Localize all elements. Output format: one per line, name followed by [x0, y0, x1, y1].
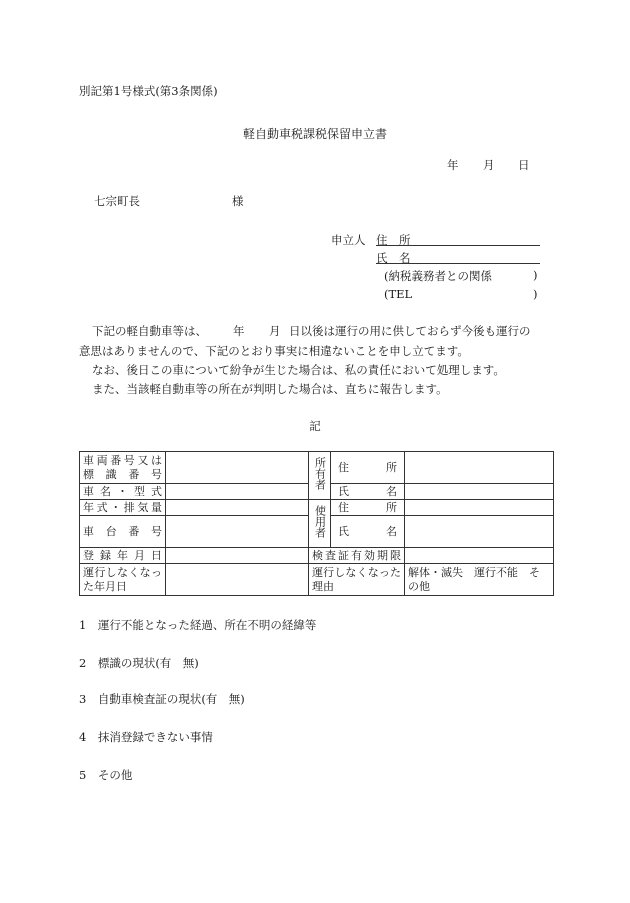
owner-name-value[interactable]	[405, 484, 554, 500]
addressee-name: 七宗町長	[94, 194, 140, 208]
owner-vertical-label: 所有者	[313, 457, 327, 490]
inspection-expiry-text: 検査証有効期限	[312, 548, 401, 562]
year-displacement-label	[80, 500, 166, 516]
body-month-label: 月	[269, 324, 281, 338]
body-year-label: 年	[233, 324, 245, 338]
reason-options-text: 解体・滅失 運行不能 その他	[408, 565, 540, 593]
user-address-label	[331, 500, 405, 516]
owner-address-value[interactable]	[405, 452, 554, 484]
user-name-value[interactable]	[405, 516, 554, 548]
out-of-service-reason-text: 運行しなくなった理由	[312, 565, 401, 593]
year-displacement-text: 年式・排気量	[83, 500, 162, 514]
chassis-number-value[interactable]	[166, 516, 309, 548]
out-of-service-date-label	[80, 564, 166, 596]
date-day-label: 日	[518, 158, 530, 172]
body-paragraph-3: また、当該軽自動車等の所在が判明した場合は、直ちに報告します。	[92, 382, 448, 396]
user-vertical-label: 使用者	[313, 505, 327, 538]
vehicle-number-label-line1: 車両番号又は	[83, 453, 162, 467]
chassis-number-label	[80, 516, 166, 548]
owner-header	[309, 452, 331, 500]
vehicle-number-label	[80, 452, 166, 484]
owner-address-label	[331, 452, 405, 484]
date-year-label: 年	[447, 158, 459, 172]
registration-date-value[interactable]	[166, 548, 309, 564]
inspection-expiry-value[interactable]	[405, 548, 554, 564]
applicant-address-label: 住 所	[376, 233, 411, 247]
form-number: 別記第1号様式(第3条関係)	[79, 84, 218, 98]
registration-date-text: 登録年月日	[83, 548, 162, 562]
user-name-label	[331, 516, 405, 548]
user-header	[309, 500, 331, 548]
chassis-number-text: 車台番号	[83, 524, 162, 538]
body-paragraph-2: なお、後日この車について紛争が生じた場合は、私の責任において処理します。	[92, 363, 505, 377]
addressee-honorific: 様	[232, 194, 244, 208]
item-1: 1 運行不能となった経過、所在不明の経緯等	[79, 618, 317, 632]
relation-close: )	[533, 268, 538, 282]
item-4: 4 抹消登録できない事情	[79, 730, 213, 744]
tel-label: (TEL	[384, 287, 413, 301]
out-of-service-date-text: 運行しなくなった年月日	[83, 565, 162, 593]
tel-close: )	[533, 287, 538, 301]
body-paragraph-1a: 下記の軽自動車等は、	[92, 324, 207, 338]
applicant-label: 申立人	[331, 233, 366, 247]
inspection-expiry-label	[309, 548, 405, 564]
vehicle-number-label-line2: 標識番号	[83, 467, 162, 481]
ki-heading: 記	[309, 419, 321, 433]
registration-date-label	[80, 548, 166, 564]
applicant-name-label: 氏 名	[376, 251, 411, 265]
year-displacement-value[interactable]	[166, 500, 309, 516]
item-5: 5 その他	[79, 768, 133, 782]
item-2: 2 標識の現状(有 無)	[79, 656, 199, 670]
vehicle-number-value[interactable]	[166, 452, 309, 484]
body-paragraph-1b: 日以後は運行の用に供しておらず今後も運行の	[289, 324, 531, 338]
document-title: 軽自動車税課税保留申立書	[242, 127, 387, 141]
applicant-name-line	[376, 263, 540, 264]
owner-address-text: 住所	[338, 460, 397, 474]
date-month-label: 月	[483, 158, 495, 172]
owner-name-text: 氏名	[338, 484, 397, 498]
reason-options[interactable]	[405, 564, 554, 596]
user-address-text: 住所	[338, 500, 397, 514]
applicant-address-line	[376, 245, 540, 246]
model-text: 車名・型式	[83, 484, 162, 498]
body-paragraph-1c: 意思はありませんので、下記のとおり事実に相違ないことを申し立てます。	[79, 344, 469, 358]
out-of-service-date-value[interactable]	[166, 564, 309, 596]
vehicle-table	[79, 451, 554, 596]
model-label	[80, 484, 166, 500]
relation-label: (納税義務者との関係	[384, 269, 492, 283]
item-3: 3 自動車検査証の現状(有 無)	[79, 692, 245, 706]
out-of-service-reason-label	[309, 564, 405, 596]
user-name-text: 氏名	[338, 524, 397, 538]
owner-name-label	[331, 484, 405, 500]
user-address-value[interactable]	[405, 500, 554, 516]
model-value[interactable]	[166, 484, 309, 500]
